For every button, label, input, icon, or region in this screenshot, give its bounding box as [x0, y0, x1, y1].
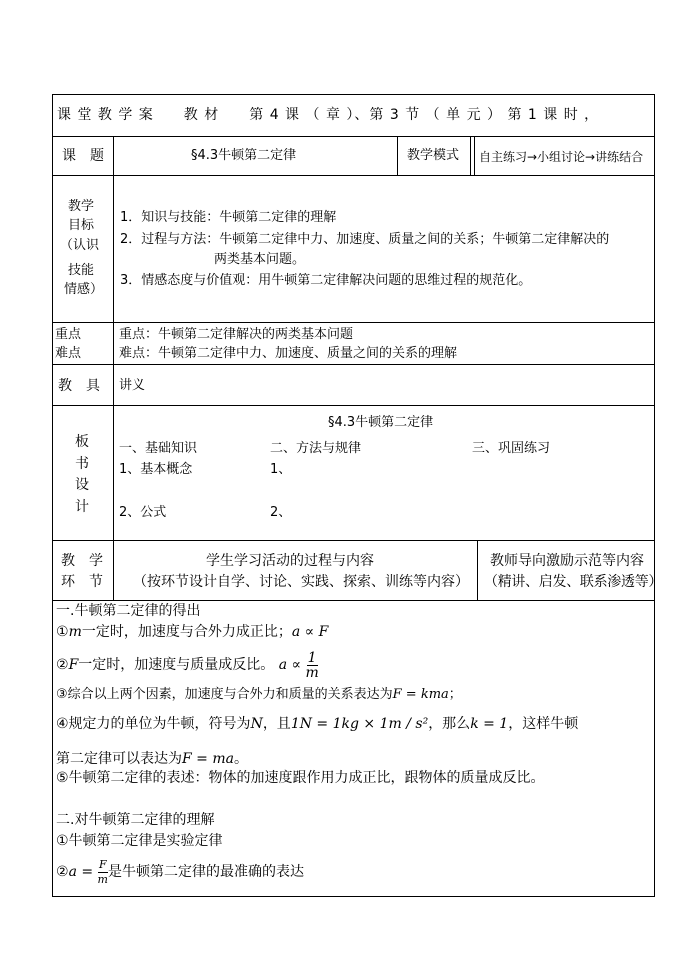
content-text: ④规定力的单位为牛顿，符号为 — [56, 716, 251, 732]
teacher-guidance-subheading: （精讲、启发、联系渗透等） — [484, 574, 663, 590]
formula-den: m — [97, 872, 108, 886]
board-title: §4.3牛顿第二定律 — [328, 415, 434, 430]
process-label: 环 节 — [61, 574, 103, 590]
rule — [52, 175, 655, 176]
content-text: ，且 — [262, 716, 291, 732]
key-point-label: 重点 — [55, 327, 82, 342]
teacher-guidance-heading: 教师导向激励示范等内容 — [490, 553, 644, 569]
topic-value: §4.3牛顿第二定律 — [191, 148, 297, 163]
formula: 1N = 1kg × 1m / s² — [290, 716, 429, 732]
topic-label: 课 题 — [62, 148, 104, 164]
goals-label-line: 技能 — [68, 263, 95, 278]
content-text: 。 — [233, 751, 248, 767]
goals-label-line: 目标 — [68, 218, 95, 233]
fraction-F-over-m — [98, 858, 108, 887]
content-text: ③综合以上两个因素，加速度与合外力和质量的关系表达为 — [56, 687, 393, 702]
rule — [52, 364, 655, 365]
rule-right — [654, 94, 655, 896]
board-label-char: 书 — [75, 456, 89, 472]
content-line — [56, 624, 328, 640]
formula: a = — [68, 864, 94, 880]
rule-bottom — [52, 896, 655, 897]
key-point: 重点：牛顿第二定律解决的两类基本问题 — [119, 327, 354, 342]
board-col2-item: 1、 — [270, 462, 292, 477]
section-title: 二.对牛顿第二定律的理解 — [56, 812, 215, 828]
goal-item: 两类基本问题。 — [214, 252, 306, 267]
content-line — [56, 687, 462, 703]
tools-value: 讲义 — [119, 378, 146, 393]
content-line — [56, 852, 304, 892]
rule — [52, 540, 655, 541]
rule — [52, 136, 655, 137]
rule — [52, 322, 655, 323]
formula: k = 1 — [470, 716, 509, 732]
rule — [52, 600, 655, 601]
content-line — [56, 716, 578, 732]
board-col2-heading: 二、方法与规律 — [270, 441, 362, 456]
formula: N — [250, 716, 263, 732]
formula: F — [68, 657, 79, 673]
student-activity-subheading: （按环节设计自学、讨论、实践、探索、训练等内容） — [133, 574, 469, 590]
content-text: ，那么 — [428, 716, 471, 732]
goal-item: 3．情感态度与价值观：用牛顿第二定律解决问题的思维过程的规范化。 — [120, 273, 532, 288]
content-text: 第二定律可以表达为 — [56, 751, 182, 767]
formula-num: 1 — [307, 649, 317, 666]
formula-den: m — [305, 664, 319, 681]
teaching-mode-value: 自主练习→小组讨论→讲练结合 — [479, 150, 644, 164]
content-line: ⑤牛顿第二定律的表述：物体的加速度跟作用力成正比，跟物体的质量成反比。 — [56, 770, 545, 786]
content-text: ② — [56, 657, 69, 673]
rule — [52, 405, 655, 406]
difficulty-label: 难点 — [55, 346, 82, 361]
content-text: ① — [56, 624, 69, 640]
header-text: 课 堂 教 学 案 教 材 第 4 课 （ 章 ）、第 3 节 （ 单 元 ） 第 1 课 时 ， — [57, 107, 600, 123]
content-text: 一定时，加速度与合外力成正比； — [81, 624, 292, 640]
board-col1-item: 1、基本概念 — [119, 462, 193, 477]
goal-item: 2．过程与方法：牛顿第二定律中力、加速度、质量之间的关系；牛顿第二定律解决的 — [120, 232, 610, 247]
rule — [474, 136, 475, 175]
board-label-char: 计 — [75, 499, 89, 515]
tools-label: 教 具 — [58, 378, 100, 394]
teaching-mode-label: 教学模式 — [407, 148, 460, 163]
rule — [113, 136, 114, 600]
content-line — [56, 751, 248, 767]
student-activity-heading: 学生学习活动的过程与内容 — [206, 553, 374, 569]
section-title: 一.牛顿第二定律的得出 — [56, 603, 201, 619]
difficulty: 难点：牛顿第二定律中力、加速度、质量之间的关系的理解 — [119, 346, 458, 361]
rule-top — [52, 94, 655, 95]
formula: a ∝ F — [291, 624, 329, 640]
content-text: 一定时，加速度与质量成反比。 — [78, 657, 275, 673]
process-label: 教 学 — [61, 553, 103, 569]
content-line: ①牛顿第二定律是实验定律 — [56, 833, 223, 849]
formula: a ∝ — [278, 657, 302, 673]
board-col1-item: 2、公式 — [119, 505, 167, 520]
formula-num: F — [98, 857, 107, 871]
formula: F = ma — [182, 751, 234, 767]
goals-label-line: （认识 — [60, 238, 100, 253]
content-text: 是牛顿第二定律的最准确的表达 — [107, 864, 304, 880]
rule — [397, 136, 398, 175]
board-label-char: 板 — [75, 434, 89, 450]
board-col1-heading: 一、基础知识 — [119, 441, 198, 456]
board-col2-item: 2、 — [270, 505, 292, 520]
content-line — [56, 643, 319, 687]
rule — [477, 540, 478, 600]
board-label-char: 设 — [75, 477, 89, 493]
content-text: ② — [56, 864, 69, 880]
goals-label-line: 情感） — [64, 282, 104, 297]
board-col3-heading: 三、巩固练习 — [472, 441, 551, 456]
formula: F = kma — [392, 687, 449, 702]
fraction-1-over-m — [305, 651, 318, 680]
content-text: ，这样牛顿 — [508, 716, 579, 732]
formula: m — [68, 624, 82, 640]
rule-left — [52, 94, 53, 896]
goal-item: 1．知识与技能：牛顿第二定律的理解 — [120, 210, 337, 225]
content-text: ； — [448, 687, 462, 702]
goals-label-line: 教学 — [68, 199, 95, 214]
rule — [470, 136, 471, 175]
